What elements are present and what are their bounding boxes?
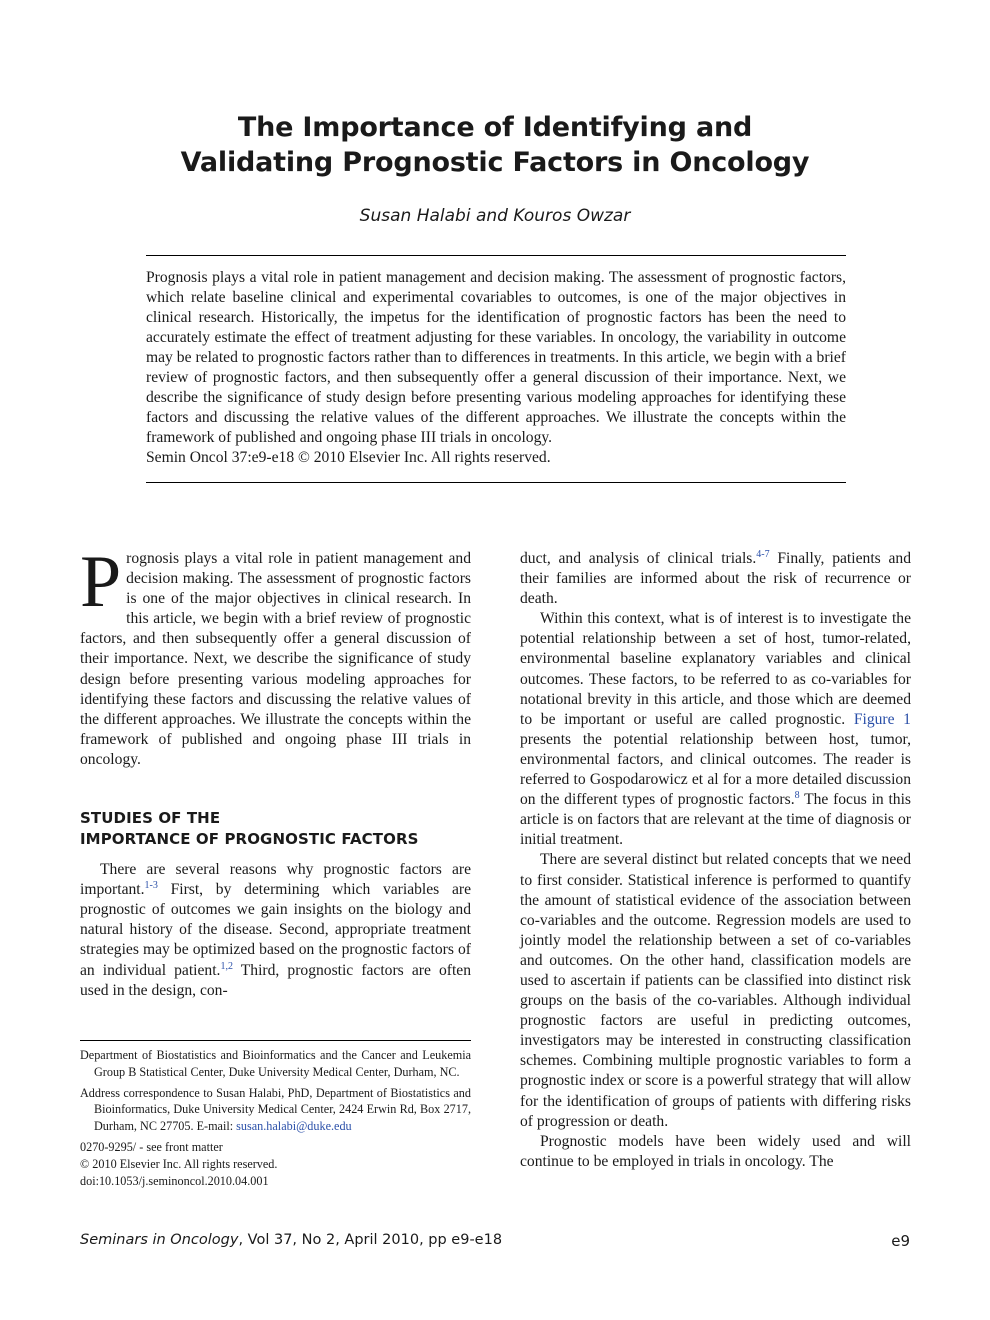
address-text: Address correspondence to Susan Halabi, PhD, Department of Biostatistics and Bioinformatics, Duke University Medical Center, 2424 Erwin Rd, Box 2717, Durham, NC 27705. E-mail: (80, 1085, 471, 1134)
body-paragraph (80, 860, 471, 1001)
abstract-top-rule (146, 255, 846, 256)
title-line-1: The Importance of Identifying and (237, 112, 753, 143)
page-number: e9 (891, 1232, 910, 1250)
paragraph-text: Within this context, what is of interest is to investigate the potential relationship between a set of host, tumor-related, environmental baseline explanatory variables and clinical outcomes. These factors, to be referred to as co-variables for notational brevity in this article, and those which are deemed to be important or useful are called prognostic. (520, 610, 911, 728)
section-heading (80, 808, 471, 850)
affiliation-note: Department of Biostatistics and Bioinformatics and the Cancer and Leukemia Group B Statistical Center, Duke University Medical Center, Durham, NC. (80, 1048, 471, 1079)
abstract (146, 268, 846, 483)
journal-footer (80, 1232, 502, 1248)
journal-name: Seminars in Oncology (80, 1232, 239, 1248)
body-paragraph (520, 549, 911, 609)
authors: Susan Halabi and Kouros Owzar (359, 206, 631, 226)
paragraph-text: First, by determining which variables are prognostic of outcomes we gain insights on the biology and natural history of the disease. Second, appropriate treatment strategies may be optimized based on the prognostic factors of an individual patient. (80, 881, 471, 979)
drop-cap: P (80, 541, 122, 623)
body-paragraph: There are several distinct but related concepts that we need to first consider. Statistical inference is performed to quantify the amount of statistical evidence of the association between co-variables and the outcome. Regression models are used to jointly model the relationship between a set of co-variables and outcomes. On the other hand, classification models are used to ascertain if patients can be classified into distinct risk groups on the basis of the co-variables. Although individual prognostic factors are useful in predicting outcomes, investigators may be interested in constructing classification schemes. Combining multiple prognostic variables to form a prognostic index or score is a powerful strategy that will allow for the identification of groups of patients with differing risks of progression or death. (520, 851, 911, 1130)
paragraph-text: Finally, patients and their families are informed about the risk of recurrence or death. (520, 550, 911, 608)
doi-note: doi:10.1053/j.seminoncol.2010.04.001 (80, 1173, 269, 1188)
left-column (80, 541, 471, 1001)
paragraph-text: Third, prognostic factors are often used in the design, con- (80, 961, 471, 999)
heading-line-1: STUDIES OF THE (80, 809, 221, 828)
address-note (80, 1085, 471, 1135)
heading-line-2: IMPORTANCE OF PROGNOSTIC FACTORS (80, 830, 419, 849)
paragraph-text: presents the potential relationship between host, tumor, environmental factors, and clinical outcomes. The reader is referred to Gospodarowicz et al for a more detailed discussion on the different types of prognostic factors. (520, 730, 911, 809)
footnotes (80, 1040, 471, 1189)
citation-ref-4-7[interactable]: 4-7 (756, 548, 770, 560)
title-line-2: Validating Prognostic Factors in Oncology (180, 147, 810, 178)
email-link[interactable]: susan.halabi@duke.edu (236, 1119, 352, 1134)
right-column (520, 549, 911, 1172)
citation-ref-1-2[interactable]: 1,2 (220, 960, 233, 972)
body-paragraph (520, 609, 911, 850)
abstract-citation: Semin Oncol 37:e9-e18 © 2010 Elsevier Inc. All rights reserved. (146, 449, 551, 466)
body-paragraph: Prognostic models have been widely used and will continue to be employed in trials in oncology. The (520, 1132, 911, 1170)
paragraph-text: There are several reasons why prognostic factors are important. (80, 861, 471, 899)
citation-ref-8[interactable]: 8 (794, 789, 800, 801)
intro-paragraph (80, 541, 471, 770)
paragraph-text: The focus in this article is on factors that are relevant at the time of diagnosis or initial treatment. (520, 791, 912, 849)
issn-note: 0270-9295/ - see front matter (80, 1139, 223, 1154)
intro-text: rognosis plays a vital role in patient management and decision making. The assessment of prognostic factors is one of the major objectives in clinical research. In this article, we begin with a brief review of prognostic factors, and then subsequently offer a general discussion of their importance. Next, we describe the significance of study design before presenting various modeling approaches for identifying these factors and discussing the relative values of the different approaches. We illustrate the concepts within the framework of published and ongoing phase III trials in oncology. (80, 550, 471, 768)
figure-1-link[interactable]: Figure 1 (853, 710, 911, 728)
journal-volume: , Vol 37, No 2, April 2010, pp e9-e18 (238, 1232, 503, 1248)
copyright-note: © 2010 Elsevier Inc. All rights reserved. (80, 1156, 278, 1171)
paragraph-text: duct, and analysis of clinical trials. (520, 550, 757, 567)
abstract-text: Prognosis plays a vital role in patient management and decision making. The assessment of prognostic factors, which relate baseline clinical and experimental covariables to outcomes, is one of the major objectives in clinical research. Historically, the impetus for the identification of prognostic factors has been the need to accurately estimate the effect of treatment adjusting for these variables. In oncology, the variability in outcome may be related to prognostic factors rather than to differences in treatments. In this article, we begin with a brief review of prognostic factors, and then subsequently offer a general discussion of their importance. Next, we describe the significance of study design before presenting various modeling approaches for identifying these factors and discussing the relative values of the different approaches. We illustrate the concepts within the framework of published and ongoing phase III trials in oncology. (146, 269, 846, 446)
article-title (0, 110, 990, 180)
citation-ref-1-3[interactable]: 1-3 (144, 879, 158, 891)
